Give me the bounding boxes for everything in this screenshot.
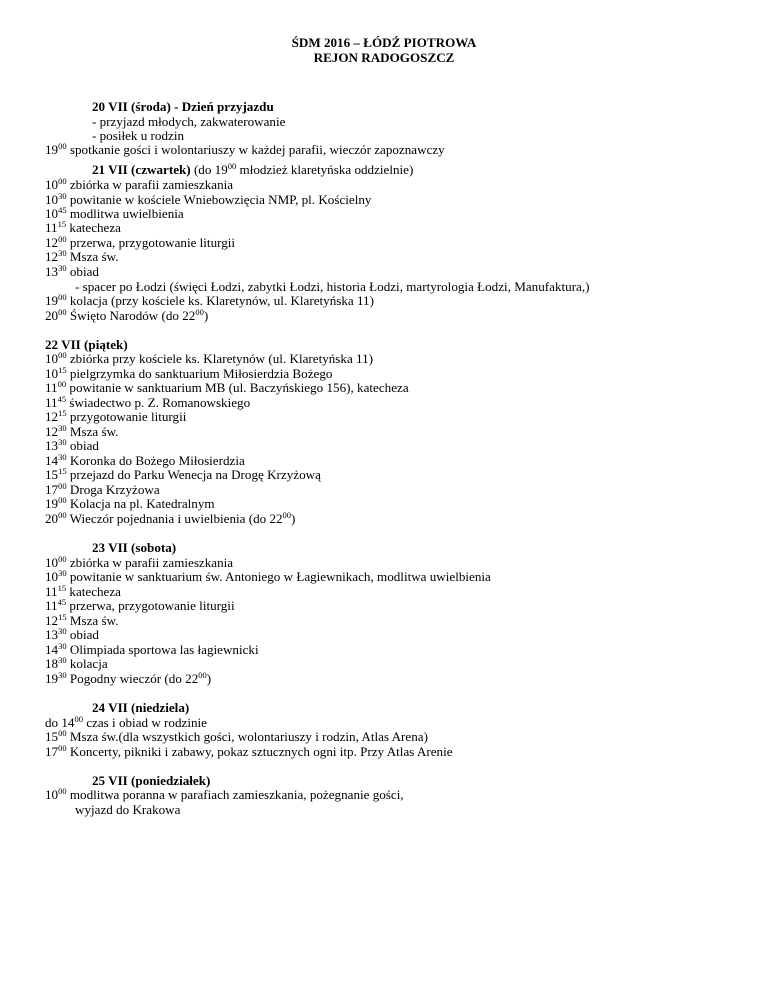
item-hour: 17 bbox=[45, 744, 59, 759]
schedule-item bbox=[45, 585, 121, 599]
item-hour: 19 bbox=[45, 293, 59, 308]
schedule-item bbox=[45, 309, 208, 323]
item-text: modlitwa poranna w parafiach zamieszkania, pożegnanie gości, bbox=[69, 787, 404, 802]
item-text: przygotowanie liturgii bbox=[69, 409, 187, 424]
item-text: świadectwo p. Z. Romanowskiego bbox=[69, 395, 251, 410]
item-hour: 12 bbox=[45, 235, 59, 250]
item-minutes: 00 bbox=[58, 176, 67, 186]
item-hour: 11 bbox=[45, 598, 58, 613]
schedule-item bbox=[45, 193, 371, 207]
item-hour: 11 bbox=[45, 220, 58, 235]
item-minutes: 00 bbox=[74, 714, 83, 724]
document-title: ŚDM 2016 – ŁÓDŹ PIOTROWA bbox=[291, 35, 477, 50]
item-minutes: 30 bbox=[58, 248, 67, 258]
item-text: katecheza bbox=[69, 584, 121, 599]
item-minutes: 45 bbox=[58, 205, 67, 215]
item-text: kolacja (przy kościele ks. Klaretynów, ul. Klaretyńska 11) bbox=[69, 293, 374, 308]
item-text: Święto Narodów (do 22 bbox=[69, 308, 196, 323]
schedule-item bbox=[45, 396, 250, 410]
schedule-item bbox=[45, 221, 121, 235]
item-hour: 10 bbox=[45, 192, 59, 207]
item-minutes: 30 bbox=[58, 670, 67, 680]
item-hour: 13 bbox=[45, 438, 59, 453]
item-text: Kolacja na pl. Katedralnym bbox=[69, 496, 215, 511]
item-text: zbiórka w parafii zamieszkania bbox=[69, 177, 234, 192]
schedule-item bbox=[45, 367, 332, 381]
item-text: obiad bbox=[69, 438, 99, 453]
item-hour: 12 bbox=[45, 249, 59, 264]
day-heading-title: 20 VII (środa) - Dzień przyjazdu bbox=[92, 99, 274, 114]
item-minutes: 45 bbox=[57, 597, 67, 607]
schedule-item bbox=[45, 512, 295, 526]
document-subtitle: REJON RADOGOSZCZ bbox=[313, 50, 455, 65]
schedule-item bbox=[45, 178, 233, 192]
item-text: powitanie w kościele Wniebowzięcia NMP, pl. Kościelny bbox=[69, 192, 372, 207]
day-heading-note-tail: młodzież klaretyńska oddzielnie) bbox=[236, 162, 414, 177]
day-heading-title: 21 VII (czwartek) bbox=[92, 162, 191, 177]
schedule-item bbox=[45, 730, 428, 744]
item-minutes: 00 bbox=[58, 481, 67, 491]
item-hour: 11 bbox=[45, 380, 58, 395]
item-minutes: 00 bbox=[58, 307, 67, 317]
schedule-item bbox=[45, 716, 207, 730]
item-text: obiad bbox=[69, 627, 99, 642]
item-text: przejazd do Parku Wenecja na Drogę Krzyżową bbox=[69, 467, 321, 482]
item-text: Olimpiada sportowa las łagiewnicki bbox=[69, 642, 259, 657]
schedule-item bbox=[45, 497, 215, 511]
schedule-item bbox=[45, 454, 245, 468]
schedule-item bbox=[45, 381, 409, 395]
schedule-item bbox=[75, 280, 590, 294]
item-minutes: 00 bbox=[58, 786, 67, 796]
item-minutes: 15 bbox=[58, 612, 67, 622]
item-text: Msza św. bbox=[69, 249, 119, 264]
item-text-tail: ) bbox=[206, 671, 212, 686]
item-text: Msza św. bbox=[69, 424, 119, 439]
item-minutes: 30 bbox=[58, 437, 67, 447]
item-hour: 13 bbox=[45, 264, 59, 279]
day-heading bbox=[92, 541, 176, 555]
item-hour: 10 bbox=[45, 555, 59, 570]
item-text: Pogodny wieczór (do 22 bbox=[69, 671, 199, 686]
item-text: zbiórka przy kościele ks. Klaretynów (ul. Klaretyńska 11) bbox=[69, 351, 373, 366]
item-minutes: 30 bbox=[58, 263, 67, 273]
item-text-minutes: 00 bbox=[198, 670, 207, 680]
item-minutes: 00 bbox=[58, 510, 67, 520]
item-minutes: 30 bbox=[58, 626, 67, 636]
day-heading-note: (do 19 bbox=[190, 162, 228, 177]
item-minutes: 30 bbox=[58, 191, 67, 201]
schedule-item bbox=[45, 788, 404, 802]
item-text: Koncerty, pikniki i zabawy, pokaz sztucznych ogni itp. Przy Atlas Arenie bbox=[69, 744, 453, 759]
item-minutes: 30 bbox=[58, 641, 67, 651]
schedule-item bbox=[75, 803, 180, 817]
schedule-item bbox=[45, 468, 321, 482]
item-minutes: 00 bbox=[58, 743, 67, 753]
item-text-minutes: 00 bbox=[195, 307, 204, 317]
schedule-item bbox=[45, 143, 445, 157]
item-hour: 15 bbox=[45, 467, 59, 482]
item-hour: 18 bbox=[45, 656, 59, 671]
schedule-item bbox=[45, 425, 118, 439]
item-text: spotkanie gości i wolontariuszy w każdej parafii, wieczór zapoznawczy bbox=[69, 142, 445, 157]
item-hour: 12 bbox=[45, 424, 59, 439]
item-minutes: 15 bbox=[57, 219, 67, 229]
item-minutes: 00 bbox=[57, 379, 67, 389]
item-text: kolacja bbox=[69, 656, 108, 671]
item-minutes: 30 bbox=[58, 452, 67, 462]
item-text: Msza św.(dla wszystkich gości, wolontariuszy i rodzin, Atlas Arena) bbox=[69, 729, 428, 744]
item-text: - przyjazd młodych, zakwaterowanie bbox=[92, 114, 286, 129]
day-heading-title: 22 VII (piątek) bbox=[45, 337, 128, 352]
item-hour: 17 bbox=[45, 482, 59, 497]
item-text: katecheza bbox=[69, 220, 121, 235]
schedule-item bbox=[45, 745, 453, 759]
item-hour: 10 bbox=[45, 351, 59, 366]
item-text: czas i obiad w rodzinie bbox=[86, 715, 207, 730]
schedule-item bbox=[45, 294, 374, 308]
item-hour: 19 bbox=[45, 496, 59, 511]
item-hour: 10 bbox=[45, 787, 59, 802]
schedule-item bbox=[45, 352, 373, 366]
item-text: Koronka do Bożego Miłosierdzia bbox=[69, 453, 245, 468]
item-text: - spacer po Łodzi (święci Łodzi, zabytki Łodzi, historia Łodzi, martyrologia Łodzi, Manufaktura,) bbox=[75, 279, 590, 294]
item-minutes: 15 bbox=[58, 408, 67, 418]
schedule-item bbox=[45, 236, 235, 250]
day-heading bbox=[92, 163, 413, 177]
item-text: powitanie w sanktuarium MB (ul. Baczyńskiego 156), katecheza bbox=[69, 380, 409, 395]
item-minutes: 15 bbox=[57, 583, 67, 593]
item-hour: 11 bbox=[45, 584, 58, 599]
item-text: Wieczór pojednania i uwielbienia (do 22 bbox=[69, 511, 283, 526]
schedule-item bbox=[45, 643, 259, 657]
item-minutes: 00 bbox=[58, 495, 67, 505]
schedule-item bbox=[45, 628, 99, 642]
item-text: pielgrzymka do sanktuarium Miłosierdzia Bożego bbox=[69, 366, 333, 381]
item-text: obiad bbox=[69, 264, 99, 279]
item-hour: 19 bbox=[45, 671, 59, 686]
item-hour: 11 bbox=[45, 395, 58, 410]
schedule-item bbox=[92, 115, 285, 129]
item-text: - posiłek u rodzin bbox=[92, 128, 185, 143]
day-heading-note-minutes: 00 bbox=[227, 161, 237, 171]
schedule-item bbox=[45, 439, 99, 453]
item-minutes: 00 bbox=[58, 728, 67, 738]
schedule-item bbox=[45, 250, 118, 264]
item-text: Droga Krzyżowa bbox=[69, 482, 160, 497]
item-minutes: 00 bbox=[58, 292, 67, 302]
schedule-item bbox=[45, 570, 491, 584]
item-hour: 14 bbox=[45, 642, 59, 657]
schedule-item bbox=[45, 657, 108, 671]
schedule-item bbox=[45, 599, 235, 613]
item-text-tail: ) bbox=[203, 308, 209, 323]
schedule-item bbox=[45, 672, 211, 686]
item-hour: 20 bbox=[45, 511, 59, 526]
item-hour: 19 bbox=[45, 142, 59, 157]
schedule-item bbox=[45, 614, 118, 628]
item-text: powitanie w sanktuarium św. Antoniego w Łagiewnikach, modlitwa uwielbienia bbox=[69, 569, 491, 584]
item-minutes: 00 bbox=[58, 234, 67, 244]
item-text: przerwa, przygotowanie liturgii bbox=[69, 598, 235, 613]
item-hour: 10 bbox=[45, 569, 59, 584]
schedule-item bbox=[45, 265, 99, 279]
item-minutes: 00 bbox=[58, 554, 67, 564]
item-minutes: 00 bbox=[58, 141, 67, 151]
item-hour: 12 bbox=[45, 613, 59, 628]
item-hour: 13 bbox=[45, 627, 59, 642]
item-minutes: 15 bbox=[58, 466, 67, 476]
item-hour: do 14 bbox=[45, 715, 75, 730]
item-hour: 14 bbox=[45, 453, 59, 468]
schedule-item bbox=[92, 129, 184, 143]
item-text: zbiórka w parafii zamieszkania bbox=[69, 555, 234, 570]
item-hour: 10 bbox=[45, 206, 59, 221]
item-text: modlitwa uwielbienia bbox=[69, 206, 184, 221]
item-hour: 10 bbox=[45, 366, 59, 381]
item-minutes: 45 bbox=[57, 394, 67, 404]
schedule-item bbox=[45, 556, 233, 570]
item-minutes: 15 bbox=[58, 365, 67, 375]
item-hour: 20 bbox=[45, 308, 59, 323]
day-heading-title: 23 VII (sobota) bbox=[92, 540, 177, 555]
day-heading-title: 25 VII (poniedziałek) bbox=[92, 773, 211, 788]
day-heading bbox=[92, 701, 189, 715]
item-text: przerwa, przygotowanie liturgii bbox=[69, 235, 236, 250]
day-heading-title: 24 VII (niedziela) bbox=[92, 700, 190, 715]
day-heading bbox=[92, 774, 210, 788]
item-minutes: 30 bbox=[58, 655, 67, 665]
item-minutes: 00 bbox=[58, 350, 67, 360]
item-text-tail: ) bbox=[291, 511, 296, 526]
item-hour: 10 bbox=[45, 177, 59, 192]
item-hour: 12 bbox=[45, 409, 59, 424]
item-minutes: 30 bbox=[58, 568, 67, 578]
day-heading bbox=[92, 100, 274, 114]
item-text-minutes: 00 bbox=[282, 510, 292, 520]
item-minutes: 30 bbox=[58, 423, 67, 433]
schedule-item bbox=[45, 410, 186, 424]
item-text: Msza św. bbox=[69, 613, 119, 628]
item-hour: 15 bbox=[45, 729, 59, 744]
item-text: wyjazd do Krakowa bbox=[75, 802, 181, 817]
